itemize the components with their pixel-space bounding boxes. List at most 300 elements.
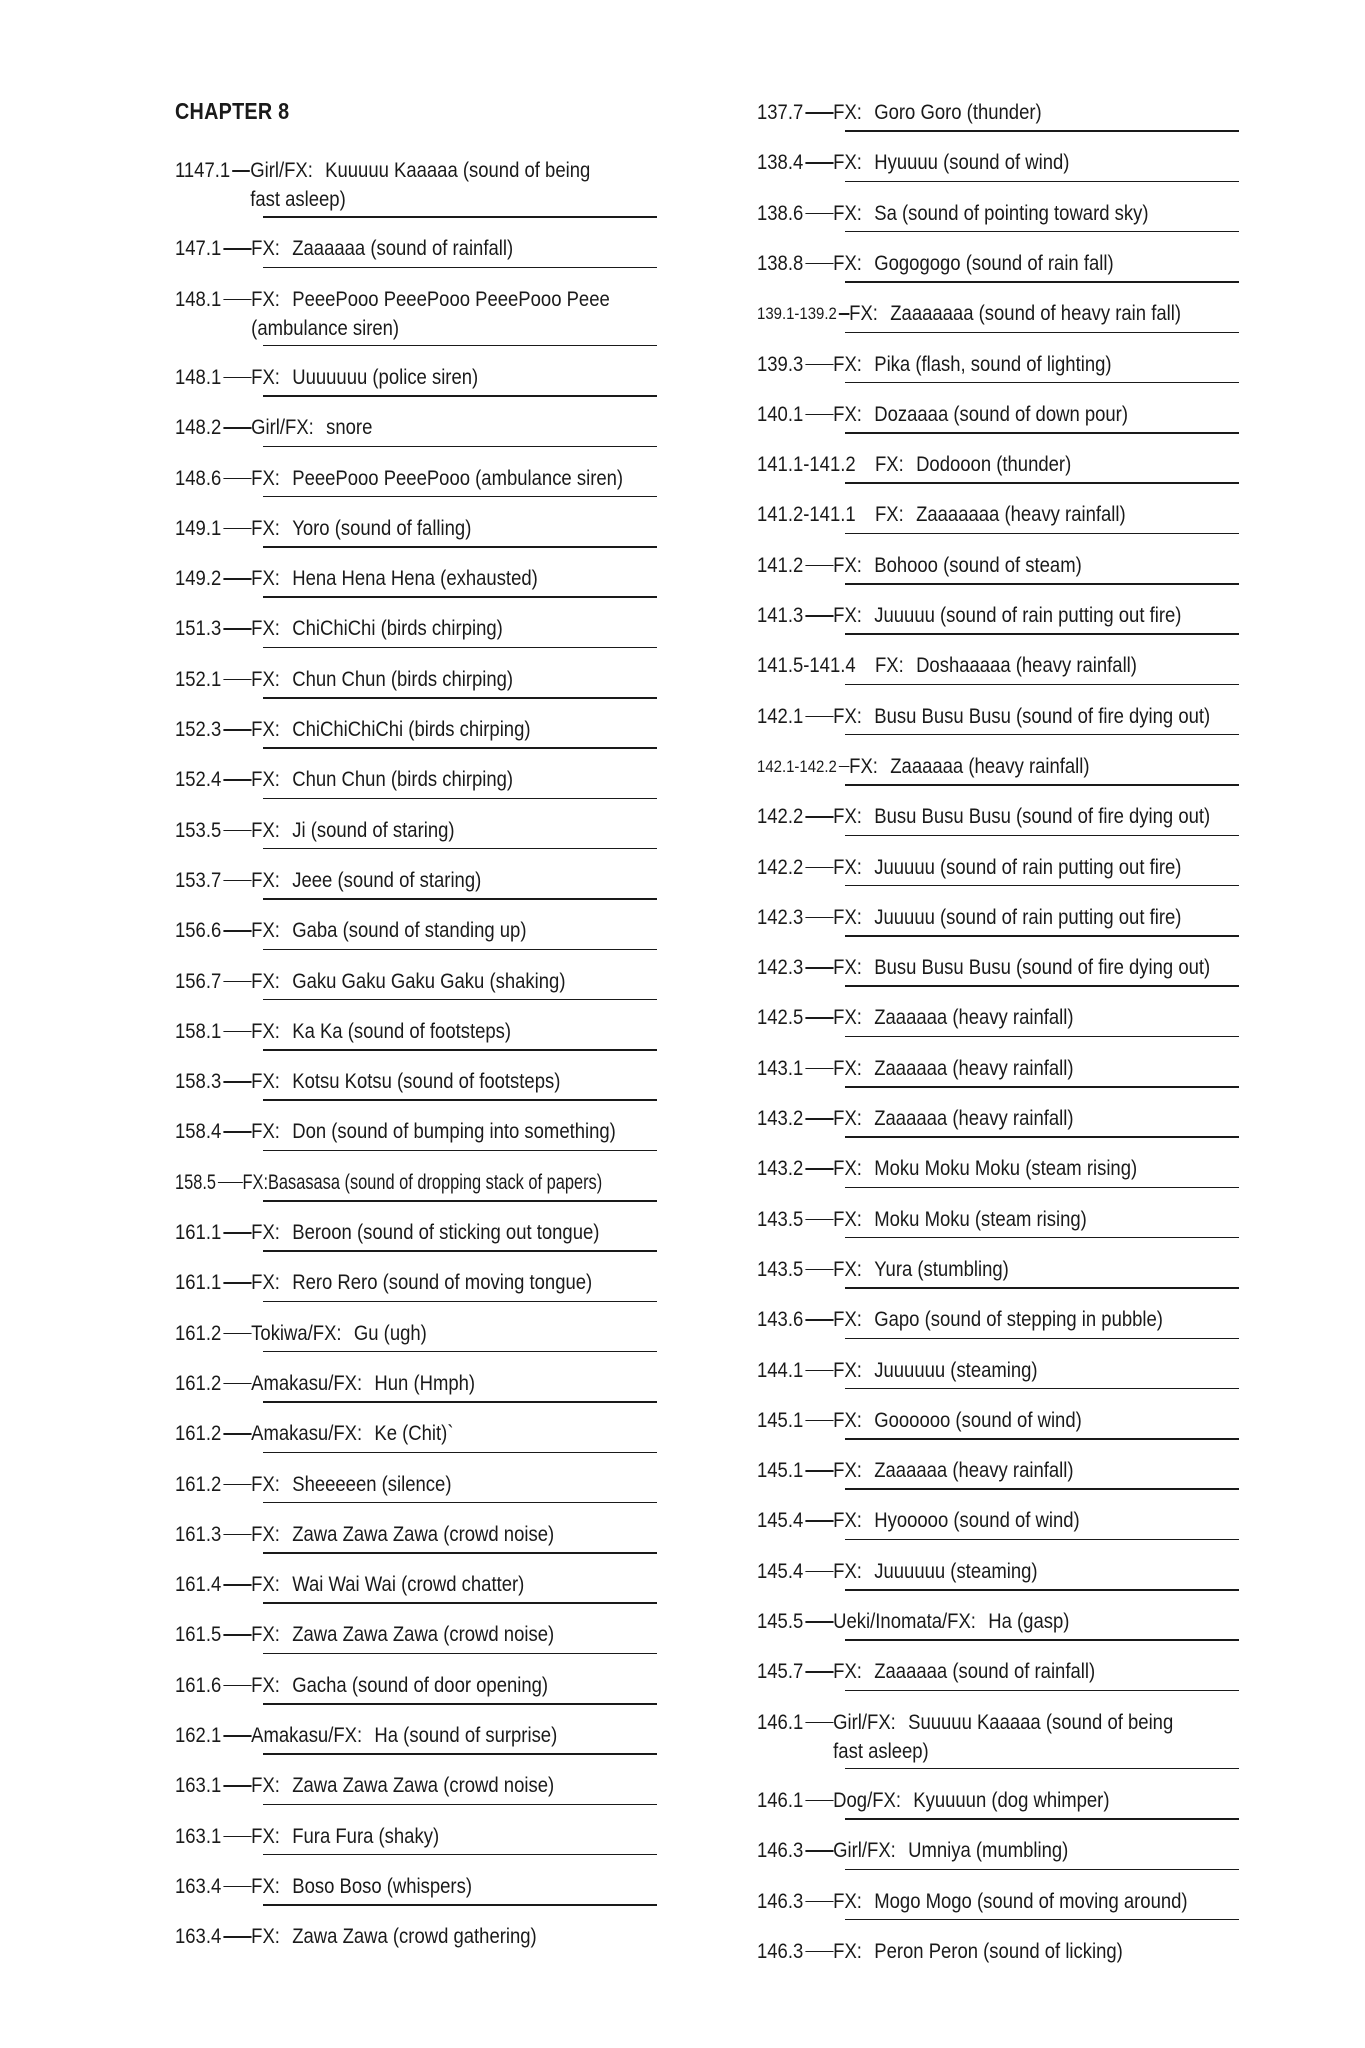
speaker-label: FX: <box>251 617 280 641</box>
dash-divider <box>223 1836 251 1838</box>
entry-underline <box>263 446 657 448</box>
sound-effect-text: Rero Rero (sound of moving tongue) <box>292 1271 593 1295</box>
page-ref: 143.6 <box>757 1308 804 1332</box>
list-item <box>757 551 1357 580</box>
sound-effect-text: Ha (gasp) <box>988 1610 1070 1633</box>
speaker-label: FX: <box>251 1221 280 1244</box>
entry-underline <box>263 697 657 699</box>
sound-effect-text: PeeePooo PeeePooo (ambulance siren) <box>292 466 624 490</box>
list-item <box>757 802 1357 831</box>
sound-effect-text: Bohooo (sound of steam) <box>874 553 1082 577</box>
entry-underline <box>263 1301 657 1303</box>
sound-effect-text: Goro Goro (thunder) <box>874 101 1042 124</box>
dash-divider <box>805 1621 833 1623</box>
speaker-label: FX: <box>251 1120 280 1144</box>
speaker-label: FX: <box>833 352 862 376</box>
speaker-label: Tokiwa/FX: <box>251 1321 342 1345</box>
entry-underline <box>263 1552 657 1554</box>
list-item <box>757 903 1357 932</box>
speaker-label: FX: <box>833 1056 862 1080</box>
dash-divider <box>805 1800 833 1802</box>
dash-divider <box>805 1722 833 1724</box>
speaker-label: FX: <box>251 1623 280 1647</box>
speaker-label: FX: <box>251 1271 280 1295</box>
sound-effect-text: Gaba (sound of standing up) <box>292 919 527 943</box>
sound-effect-text: Sheeeeen (silence) <box>292 1472 452 1496</box>
page-ref: 143.5 <box>757 1257 804 1281</box>
list-item <box>757 1003 1357 1032</box>
speaker-label: FX: <box>833 1939 862 1963</box>
page-ref: 161.6 <box>175 1673 222 1697</box>
page-ref: 145.7 <box>757 1660 804 1684</box>
page-ref: 161.4 <box>175 1573 222 1597</box>
dash-divider <box>805 1168 833 1170</box>
page-ref: 142.2 <box>757 805 804 829</box>
page-ref: 138.4 <box>757 151 804 175</box>
entry-underline <box>263 1653 657 1655</box>
dash-divider <box>857 665 875 667</box>
speaker-label: FX: <box>833 201 862 225</box>
sound-effect-text: Don (sound of bumping into something) <box>292 1120 616 1144</box>
entry-underline <box>263 949 657 951</box>
sound-effect-text: Busu Busu Busu (sound of fire dying out) <box>874 805 1211 829</box>
page-ref: 145.1 <box>757 1408 804 1432</box>
page-ref: 145.5 <box>757 1610 804 1633</box>
speaker-label: FX: <box>251 516 280 540</box>
sound-effect-text: Juuuuuu (steaming) <box>874 1358 1038 1382</box>
sound-effect-text: Dozaaaa (sound of down pour) <box>874 402 1129 426</box>
list-item <box>175 464 775 493</box>
sound-effect-text: Chun Chun (birds chirping) <box>292 768 514 792</box>
list-item <box>175 1771 775 1800</box>
speaker-label: Amakasu/FX: <box>251 1422 363 1446</box>
speaker-label: Amakasu/FX: <box>251 1724 363 1747</box>
sound-effect-text: Ke (Chit)` <box>374 1422 454 1446</box>
speaker-label: FX: <box>833 855 862 879</box>
page-ref: 146.3 <box>757 1939 804 1963</box>
speaker-label: FX: <box>833 1207 862 1231</box>
sound-effect-text: Zawa Zawa Zawa (crowd noise) <box>292 1623 555 1647</box>
entry-underline <box>263 1904 657 1906</box>
speaker-label: FX: <box>833 402 862 426</box>
dash-divider <box>805 364 833 366</box>
list-item <box>175 413 775 442</box>
page-ref: 163.4 <box>175 1874 222 1898</box>
dash-divider <box>218 1182 243 1184</box>
list-item <box>757 450 1357 479</box>
entry-underline <box>845 1036 1239 1038</box>
entry-underline <box>845 734 1239 736</box>
list-item <box>757 500 1357 529</box>
dash-divider <box>805 1017 833 1019</box>
list-item <box>757 1937 1357 1966</box>
dash-divider <box>805 1470 833 1472</box>
speaker-label: Girl/FX: <box>833 1839 896 1863</box>
page-ref: 145.4 <box>757 1509 804 1533</box>
sound-effect-text: Zaaaaaa (heavy rainfall) <box>874 1459 1074 1483</box>
entry-underline <box>845 583 1239 585</box>
page-ref: 142.2 <box>757 855 804 879</box>
page-ref: 149.1 <box>175 516 222 540</box>
page-ref: 146.1 <box>757 1788 804 1812</box>
speaker-label: FX: <box>251 1472 280 1496</box>
dash-divider <box>223 427 251 429</box>
entry-underline <box>845 1086 1239 1088</box>
sound-effect-text: Peron Peron (sound of licking) <box>874 1939 1123 1963</box>
list-item <box>175 285 775 343</box>
entry-underline <box>845 1639 1239 1641</box>
dash-divider <box>805 816 833 818</box>
dash-divider <box>232 170 250 172</box>
dash-divider <box>223 981 251 983</box>
speaker-label: FX: <box>251 969 280 993</box>
sound-effect-text: Gapo (sound of stepping in pubble) <box>874 1308 1163 1332</box>
list-item <box>757 953 1357 982</box>
page-ref: 148.2 <box>175 416 222 440</box>
list-item <box>175 765 775 794</box>
entry-underline <box>845 633 1239 635</box>
dash-divider <box>805 162 833 164</box>
page-ref: 141.2-141.1 <box>757 503 856 527</box>
page-ref: 144.1 <box>757 1358 804 1382</box>
sound-effect-text: Zaaaaaaa (sound of heavy rain fall) <box>890 302 1181 326</box>
entry-underline <box>845 382 1239 384</box>
list-item <box>757 1708 1357 1766</box>
sound-effect-text: Hun (Hmph) <box>374 1371 476 1395</box>
list-item <box>175 1922 775 1951</box>
speaker-label: Girl/FX: <box>250 159 313 182</box>
dash-divider <box>223 1735 251 1737</box>
sound-effect-text: Gogogogo (sound of rain fall) <box>874 251 1114 275</box>
dash-divider <box>223 1333 251 1335</box>
dash-divider <box>805 1219 833 1221</box>
page-ref: 143.5 <box>757 1207 804 1231</box>
entry-underline <box>845 432 1239 434</box>
dash-divider <box>805 1671 833 1673</box>
speaker-label: FX: <box>833 1006 862 1030</box>
page-ref: 163.4 <box>175 1925 222 1949</box>
page-ref: 142.1 <box>757 704 804 728</box>
speaker-label: Girl/FX: <box>251 416 314 440</box>
dash-divider <box>223 1785 251 1787</box>
dash-divider <box>805 1118 833 1120</box>
speaker-label: FX: <box>251 1774 280 1798</box>
list-item <box>175 1721 775 1750</box>
entry-underline <box>845 533 1239 535</box>
list-item <box>757 400 1357 429</box>
speaker-label: FX: <box>251 1070 280 1094</box>
entry-underline <box>263 1200 657 1202</box>
speaker-label: FX: <box>251 1573 280 1597</box>
list-item <box>757 1154 1357 1183</box>
dash-divider <box>223 1031 251 1033</box>
list-item <box>757 98 1357 127</box>
speaker-label: FX: <box>251 1019 280 1043</box>
speaker-label: Ueki/Inomata/FX: <box>833 1610 976 1633</box>
dash-divider <box>223 679 251 681</box>
sound-effect-text: Ji (sound of staring) <box>292 818 455 842</box>
speaker-label: FX: <box>875 503 904 527</box>
entry-underline <box>263 1351 657 1353</box>
list-item <box>757 1456 1357 1485</box>
dash-divider <box>223 930 251 932</box>
list-item <box>175 715 775 744</box>
sound-effect-text: Zawa Zawa Zawa (crowd noise) <box>292 1774 555 1798</box>
list-item <box>757 1255 1357 1284</box>
dash-divider <box>805 263 833 265</box>
speaker-label: FX: <box>833 1889 862 1913</box>
entry-underline <box>845 1438 1239 1440</box>
page-ref: 161.2 <box>175 1472 222 1496</box>
sound-effect-text: Chun Chun (birds chirping) <box>292 667 514 691</box>
page-ref: 163.1 <box>175 1824 222 1848</box>
entry-underline <box>845 181 1239 183</box>
entry-underline <box>263 1150 657 1152</box>
list-item <box>757 1887 1357 1916</box>
list-item <box>175 665 775 694</box>
entry-underline <box>845 1187 1239 1189</box>
entry-underline <box>845 1388 1239 1390</box>
dash-divider <box>223 1484 251 1486</box>
page-ref: 138.6 <box>757 201 804 225</box>
page-ref: 152.4 <box>175 768 222 792</box>
entry-underline <box>263 1804 657 1806</box>
speaker-label: FX: <box>833 956 862 980</box>
sound-effect-text: Yura (stumbling) <box>874 1257 1009 1281</box>
entry-underline <box>845 1869 1239 1871</box>
page-ref: 142.3 <box>757 956 804 980</box>
dash-divider <box>805 1850 833 1852</box>
dash-divider <box>223 1081 251 1083</box>
dash-divider <box>223 729 251 731</box>
dash-divider <box>805 1571 833 1573</box>
list-item <box>757 350 1357 379</box>
page-ref: 138.8 <box>757 251 804 275</box>
entry-underline <box>845 1237 1239 1239</box>
sound-effect-text: Juuuuu (sound of rain putting out fire) <box>874 855 1182 879</box>
sound-effect-text: Boso Boso (whispers) <box>292 1874 472 1898</box>
sound-effect-text-continued: fast asleep) <box>250 188 346 211</box>
sound-effect-text: Dodooon (thunder) <box>916 453 1072 477</box>
page-ref: 148.6 <box>175 466 222 490</box>
list-item <box>175 1369 775 1398</box>
sound-effect-text: ChiChiChi (birds chirping) <box>292 617 503 641</box>
dash-divider <box>805 112 833 114</box>
list-item <box>175 234 775 263</box>
sound-effect-text: Zaaaaaa (sound of rainfall) <box>292 237 514 261</box>
speaker-label: FX:Basasasa (sound of dropping stack of papers) <box>242 1170 603 1194</box>
sound-effect-text: ChiChiChiChi (birds chirping) <box>292 718 531 741</box>
list-item <box>757 1607 1357 1636</box>
dash-divider <box>223 1886 251 1888</box>
entry-underline <box>263 1250 657 1252</box>
entry-underline <box>263 647 657 649</box>
sound-effect-text: Jeee (sound of staring) <box>292 868 482 892</box>
list-item <box>175 816 775 845</box>
speaker-label: FX: <box>251 1673 280 1697</box>
entry-underline <box>845 835 1239 837</box>
sound-effect-text: Zawa Zawa (crowd gathering) <box>292 1925 537 1949</box>
list-item <box>175 1218 775 1247</box>
speaker-label: Amakasu/FX: <box>251 1371 363 1395</box>
dash-divider <box>805 1370 833 1372</box>
speaker-label: FX: <box>251 567 280 591</box>
sound-effect-text: Mogo Mogo (sound of moving around) <box>874 1889 1188 1913</box>
entry-underline <box>845 1919 1239 1921</box>
entry-underline <box>845 1818 1239 1820</box>
entry-underline <box>845 1539 1239 1541</box>
speaker-label: FX: <box>251 718 280 741</box>
sound-effect-text: Juuuuuu (steaming) <box>874 1559 1038 1583</box>
list-item <box>175 564 775 593</box>
list-item <box>175 514 775 543</box>
dash-divider <box>805 565 833 567</box>
list-item <box>175 1470 775 1499</box>
entry-underline <box>263 1401 657 1403</box>
entry-underline <box>845 281 1239 283</box>
page-ref: 161.2 <box>175 1422 222 1446</box>
page-ref: 140.1 <box>757 402 804 426</box>
dash-divider <box>223 1282 251 1284</box>
sound-effect-text: Juuuuu (sound of rain putting out fire) <box>874 905 1182 929</box>
sound-effect-text: Hyooooo (sound of wind) <box>874 1509 1080 1533</box>
sound-effect-text: PeeePooo PeeePooo PeeePooo Peee <box>292 287 610 311</box>
list-item <box>175 916 775 945</box>
entry-underline <box>263 546 657 548</box>
speaker-label: Girl/FX: <box>833 1710 896 1734</box>
sound-effect-text: Gacha (sound of door opening) <box>292 1673 549 1697</box>
list-item <box>757 1356 1357 1385</box>
dash-divider <box>223 1383 251 1385</box>
speaker-label: FX: <box>833 1459 862 1483</box>
page-ref: 146.3 <box>757 1889 804 1913</box>
speaker-label: FX: <box>251 365 280 389</box>
sound-effect-text: Zaaaaaa (heavy rainfall) <box>874 1056 1074 1080</box>
sound-effect-text: Pika (flash, sound of lighting) <box>874 352 1112 376</box>
sound-effect-text: Zaaaaaa (heavy rainfall) <box>890 754 1090 778</box>
list-item <box>757 1406 1357 1435</box>
speaker-label: FX: <box>833 101 862 124</box>
dash-divider <box>223 1433 251 1435</box>
page-ref: 158.5 <box>175 1170 216 1194</box>
sound-effect-text: Fura Fura (shaky) <box>292 1824 440 1848</box>
speaker-label: FX: <box>833 251 862 275</box>
speaker-label: FX: <box>849 754 878 778</box>
list-item <box>175 1117 775 1146</box>
speaker-label: FX: <box>251 287 280 311</box>
dash-divider <box>223 299 251 301</box>
list-item <box>757 1836 1357 1865</box>
page-ref: 139.3 <box>757 352 804 376</box>
dash-divider <box>223 1936 251 1938</box>
entry-underline <box>263 1099 657 1101</box>
dash-divider <box>805 716 833 718</box>
page-ref: 156.6 <box>175 919 222 943</box>
sound-effect-text: Umniya (mumbling) <box>908 1839 1069 1863</box>
speaker-label: FX: <box>251 1925 280 1949</box>
list-item <box>175 1319 775 1348</box>
sound-effect-text: Kotsu Kotsu (sound of footsteps) <box>292 1070 561 1094</box>
list-item <box>175 363 775 392</box>
sound-effect-text: Uuuuuuu (police siren) <box>292 365 479 389</box>
speaker-label: FX: <box>875 654 904 678</box>
entry-underline <box>845 1690 1239 1692</box>
dash-divider <box>223 779 251 781</box>
sound-effect-text: Hyuuuu (sound of wind) <box>874 151 1070 175</box>
list-item <box>757 1657 1357 1686</box>
entry-underline <box>263 596 657 598</box>
sound-effect-text: Zaaaaaa (heavy rainfall) <box>874 1107 1074 1130</box>
page-ref: 153.7 <box>175 868 222 892</box>
page-ref: 161.1 <box>175 1221 222 1244</box>
list-item <box>175 614 775 643</box>
dash-divider <box>805 967 833 969</box>
list-item <box>175 1671 775 1700</box>
dash-divider <box>223 1634 251 1636</box>
list-item <box>175 156 775 214</box>
sound-effect-text: Juuuuu (sound of rain putting out fire) <box>874 604 1182 627</box>
sound-effect-text: Gaku Gaku Gaku Gaku (shaking) <box>292 969 566 993</box>
list-item <box>757 1205 1357 1234</box>
dash-divider <box>805 414 833 416</box>
page-ref: 139.1-139.2 <box>757 304 837 324</box>
speaker-label: FX: <box>833 905 862 929</box>
speaker-label: FX: <box>251 466 280 490</box>
sound-effect-text: Yoro (sound of falling) <box>292 516 472 540</box>
page-ref: 162.1 <box>175 1724 222 1747</box>
dash-divider <box>805 1319 833 1321</box>
entry-underline <box>845 1287 1239 1289</box>
page-ref: 152.3 <box>175 718 222 741</box>
entry-underline <box>263 496 657 498</box>
speaker-label: FX: <box>251 768 280 792</box>
list-item <box>757 702 1357 731</box>
entry-underline <box>845 784 1239 786</box>
page-ref: 161.2 <box>175 1321 222 1345</box>
entry-underline <box>845 1768 1239 1770</box>
dash-divider <box>805 1269 833 1271</box>
dash-divider <box>223 478 251 480</box>
dash-divider <box>223 830 251 832</box>
page-ref: 161.3 <box>175 1522 222 1546</box>
entry-underline <box>263 395 657 397</box>
entry-underline <box>263 1502 657 1504</box>
sound-effect-text: Suuuuu Kaaaaa (sound of being <box>908 1710 1174 1734</box>
page-ref: 137.7 <box>757 101 804 124</box>
dash-divider <box>805 1951 833 1953</box>
speaker-label: Dog/FX: <box>833 1788 901 1812</box>
entry-underline <box>263 999 657 1001</box>
entry-underline <box>845 935 1239 937</box>
entry-underline <box>263 345 657 347</box>
entry-underline <box>845 1589 1239 1591</box>
page-ref: 158.1 <box>175 1019 222 1043</box>
list-item <box>175 967 775 996</box>
page-ref: 1147.1 <box>175 159 231 182</box>
page-ref: 151.3 <box>175 617 222 641</box>
dash-divider <box>223 880 251 882</box>
list-item <box>175 1822 775 1851</box>
entry-underline <box>263 898 657 900</box>
page-ref: 141.3 <box>757 604 804 627</box>
page-ref: 146.1 <box>757 1710 804 1734</box>
speaker-label: FX: <box>833 604 862 627</box>
sound-effect-text: Zawa Zawa Zawa (crowd noise) <box>292 1522 555 1546</box>
entry-underline <box>845 985 1239 987</box>
page-ref: 158.4 <box>175 1120 222 1144</box>
chapter-title: CHAPTER 8 <box>175 98 290 124</box>
entry-underline <box>845 885 1239 887</box>
